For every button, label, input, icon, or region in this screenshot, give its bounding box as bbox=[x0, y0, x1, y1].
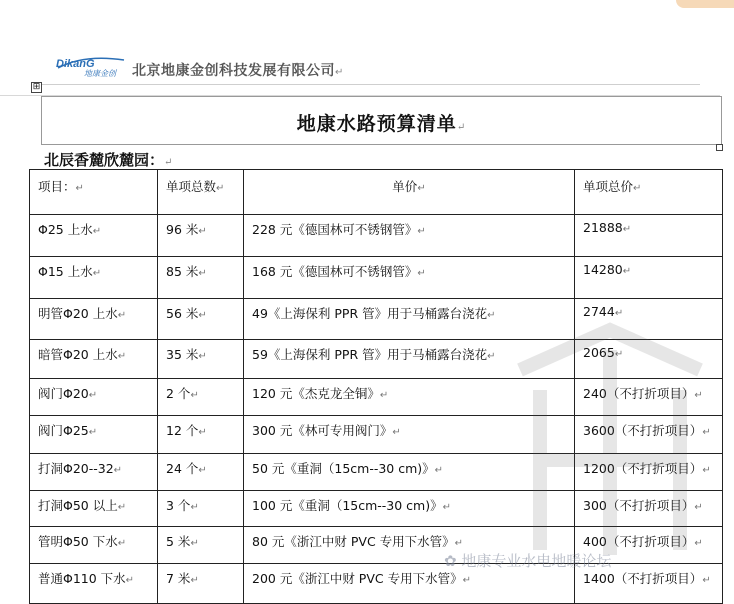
header-cell: 单项总数↵ bbox=[158, 170, 244, 215]
move-handle-icon[interactable]: ⊞ bbox=[32, 82, 41, 92]
watermark-text: ✿ 地康专业水电地暖论坛 bbox=[444, 552, 612, 570]
cell-price: 228 元《德国林可不锈钢管》↵ bbox=[244, 215, 575, 257]
cell-item: 阀门Φ20↵ bbox=[30, 379, 158, 416]
title-textbox[interactable] bbox=[41, 96, 722, 145]
document-header bbox=[40, 48, 700, 85]
table-row bbox=[30, 527, 723, 564]
cell-item: Φ15 上水↵ bbox=[30, 257, 158, 299]
cell-price: 49《上海保利 PPR 管》用于马桶露台浇花↵ bbox=[244, 299, 575, 340]
table-row bbox=[30, 416, 723, 454]
cell-item: 打洞Φ20--32↵ bbox=[30, 454, 158, 491]
table-row bbox=[30, 340, 723, 379]
cell-qty: 5 米↵ bbox=[158, 527, 244, 564]
cell-price: 50 元《重洞（15cm--30 cm)》↵ bbox=[244, 454, 575, 491]
cell-qty: 2 个↵ bbox=[158, 379, 244, 416]
cell-total: 2744↵ bbox=[575, 299, 723, 340]
cell-total: 300（不打折项目）↵ bbox=[575, 491, 723, 527]
table-row bbox=[30, 379, 723, 416]
company-name: 北京地康金创科技发展有限公司↵ bbox=[132, 63, 344, 79]
table-row bbox=[30, 215, 723, 257]
header-cell: 单价↵ bbox=[244, 170, 575, 215]
header-cell: 单项总价↵ bbox=[575, 170, 723, 215]
page-title: 地康水路预算清单↵ bbox=[296, 113, 467, 135]
table-row bbox=[30, 564, 723, 604]
cell-item: Φ25 上水↵ bbox=[30, 215, 158, 257]
cell-total: 2065↵ bbox=[575, 340, 723, 379]
cell-qty: 3 个↵ bbox=[158, 491, 244, 527]
cell-price: 59《上海保利 PPR 管》用于马桶露台浇花↵ bbox=[244, 340, 575, 379]
cell-item: 阀门Φ25↵ bbox=[30, 416, 158, 454]
budget-table bbox=[29, 169, 723, 604]
logo-text: DikanG bbox=[56, 58, 95, 70]
table-row bbox=[30, 299, 723, 340]
cell-total: 14280↵ bbox=[575, 257, 723, 299]
cell-price: 168 元《德国林可不锈钢管》↵ bbox=[244, 257, 575, 299]
cell-item: 暗管Φ20 上水↵ bbox=[30, 340, 158, 379]
header-cell: 项目：↵ bbox=[30, 170, 158, 215]
cell-item: 普通Φ110 下水↵ bbox=[30, 564, 158, 604]
cell-qty: 12 个↵ bbox=[158, 416, 244, 454]
company-logo bbox=[54, 54, 130, 78]
corner-decoration bbox=[676, 0, 734, 8]
resize-handle[interactable] bbox=[716, 144, 723, 151]
cell-price: 100 元《重洞（15cm--30 cm)》↵ bbox=[244, 491, 575, 527]
table-row bbox=[30, 454, 723, 491]
cell-item: 打洞Φ50 以上↵ bbox=[30, 491, 158, 527]
cell-price: 120 元《杰克龙全铜》↵ bbox=[244, 379, 575, 416]
cell-total: 1400（不打折项目）↵ bbox=[575, 564, 723, 604]
table-header-row bbox=[30, 170, 723, 215]
cell-qty: 35 米↵ bbox=[158, 340, 244, 379]
cell-qty: 24 个↵ bbox=[158, 454, 244, 491]
cell-item: 明管Φ20 上水↵ bbox=[30, 299, 158, 340]
cell-price: 80 元《浙江中财 PVC 专用下水管》↵ bbox=[244, 527, 575, 564]
table-row bbox=[30, 491, 723, 527]
cell-qty: 7 米↵ bbox=[158, 564, 244, 604]
cell-item: 管明Φ50 下水↵ bbox=[30, 527, 158, 564]
cell-total: 1200（不打折项目）↵ bbox=[575, 454, 723, 491]
cell-qty: 96 米↵ bbox=[158, 215, 244, 257]
cell-qty: 56 米↵ bbox=[158, 299, 244, 340]
cell-price: 200 元《浙江中财 PVC 专用下水管》↵ bbox=[244, 564, 575, 604]
project-subtitle: 北辰香麓欣麓园：↵ bbox=[44, 151, 173, 169]
cell-qty: 85 米↵ bbox=[158, 257, 244, 299]
logo-subtext: 地康金创 bbox=[84, 69, 116, 78]
cell-total: 21888↵ bbox=[575, 215, 723, 257]
table-row bbox=[30, 257, 723, 299]
cell-total: 400（不打折项目）↵ bbox=[575, 527, 723, 564]
wechat-icon: ✿ bbox=[444, 552, 457, 570]
cell-price: 300 元《林可专用阀门》↵ bbox=[244, 416, 575, 454]
cell-total: 240（不打折项目）↵ bbox=[575, 379, 723, 416]
cell-total: 3600（不打折项目）↵ bbox=[575, 416, 723, 454]
